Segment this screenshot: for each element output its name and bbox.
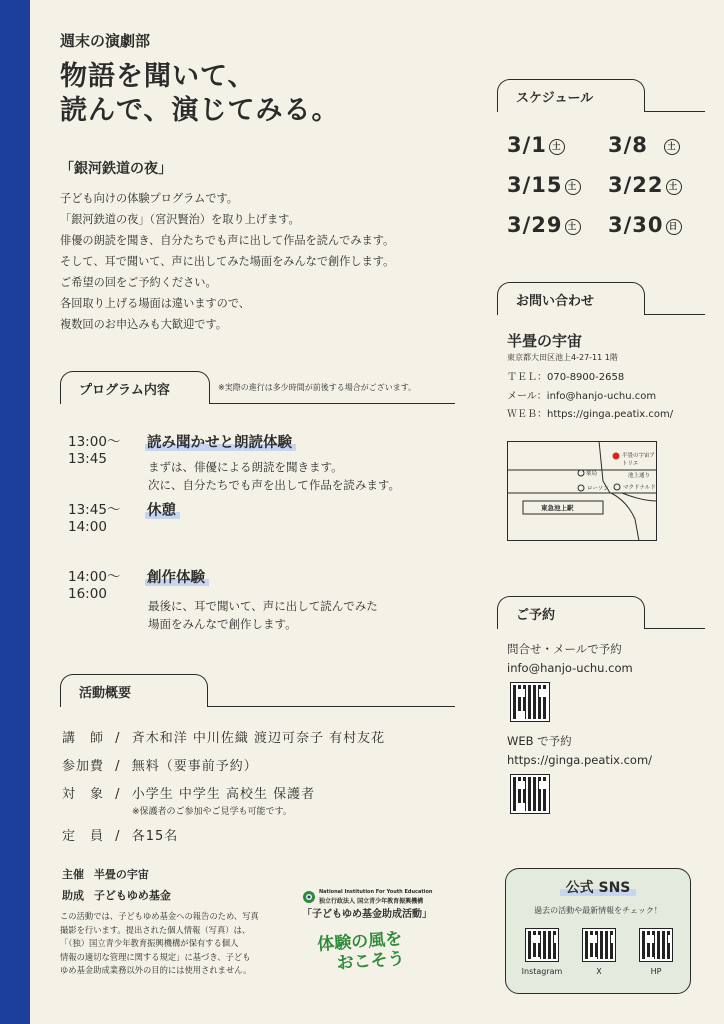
schedule-date — [507, 173, 581, 197]
program-time: 14:00～ 16:00 — [68, 569, 121, 602]
reserve-web-qr — [511, 775, 549, 813]
row-label: 対 象 — [62, 787, 105, 802]
overview-row-capacity — [62, 825, 178, 844]
program-title-text: 休憩 — [145, 503, 180, 519]
row-sep: / — [115, 829, 121, 844]
program-item-title — [145, 431, 296, 452]
intro-line: ご希望の回をご予約ください。 — [60, 276, 217, 289]
reserve-divider — [645, 628, 705, 629]
row-value: 斉木和洋 中川佐織 渡辺可奈子 有村友花 — [131, 731, 386, 746]
program-desc-line: まずは、俳優による朗読を聞きます。 — [148, 460, 343, 474]
date-text: 3/30 — [608, 213, 664, 237]
schedule-date — [507, 213, 581, 237]
left-accent-bar — [0, 0, 30, 1024]
intro-line: 「銀河鉄道の夜」（宮沢賢治）を取り上げます。 — [60, 213, 300, 226]
day-badge: 土 — [565, 219, 581, 235]
reserve-mail-label: 問合せ・メールで予約 — [507, 642, 622, 656]
host-label: 主催 — [62, 868, 84, 881]
row-sep: / — [115, 731, 121, 746]
program-desc — [148, 597, 378, 633]
date-text: 3/15 — [507, 173, 563, 197]
slogan-line: おこそう — [336, 949, 406, 974]
schedule-date — [608, 173, 682, 197]
reserve-tab: ご予約 — [497, 596, 645, 629]
row-label: 定 員 — [62, 829, 105, 844]
reserve-web-block — [507, 732, 652, 770]
date-text: 3/8 — [608, 133, 648, 157]
row-value: 各15名 — [131, 829, 179, 844]
x-label: X — [596, 967, 602, 976]
headline-line-2: 読んで、演じてみる。 — [60, 95, 340, 126]
contact-tel: ＴＥＬ：070-8900-2658 — [507, 372, 625, 383]
row-label: 講 師 — [62, 731, 105, 746]
map-street-label: 池上通り — [628, 473, 651, 479]
disclaimer-line: この活動では、子どもゆめ基金への報告のため、写真 — [60, 911, 259, 921]
program-divider — [210, 403, 455, 404]
date-text: 3/1 — [507, 133, 547, 157]
program-item-title — [145, 499, 180, 520]
schedule-date — [507, 133, 565, 157]
overview-tab: 活動概要 — [60, 674, 208, 707]
intro-line: 俳優の朗読を聞き、自分たちでも声に出して作品を読んでみます。 — [60, 234, 395, 247]
sns-title: 公式 SNS — [560, 880, 637, 896]
program-item-title — [145, 566, 209, 587]
slogan-line: 体験の風を — [316, 929, 403, 955]
schedule-date — [608, 213, 682, 237]
sns-title-wrap — [506, 877, 690, 897]
map-atelier-label: 半畳の宇宙アトリエ — [622, 453, 656, 467]
day-badge: 土 — [664, 139, 680, 155]
program-time: 13:00～ 13:45 — [68, 434, 121, 467]
disclaimer-line: ゆめ基金助成業務以外の目的には使用されません。 — [60, 965, 252, 975]
intro-line: 子ども向けの体験プログラムです。 — [60, 192, 238, 205]
intro-text — [60, 188, 394, 335]
program-desc-line: 次に、自分たちでも声を出して作品を読みます。 — [148, 478, 400, 492]
date-text: 3/29 — [507, 213, 563, 237]
sns-subtitle: 過去の活動や最新情報をチェック！ — [534, 906, 662, 915]
slogan — [317, 929, 406, 975]
schedule-date — [608, 133, 680, 157]
map-pharmacy-label: 薬局 — [586, 471, 598, 477]
program-note: ※実際の進行は多少時間が前後する場合がございます。 — [218, 383, 417, 392]
program-desc — [148, 458, 400, 494]
instagram-qr[interactable] — [526, 929, 558, 961]
logo-fund: 「子どもゆめ基金助成活動」 — [302, 909, 432, 920]
headline-line-1: 物語を聞いて、 — [60, 61, 256, 92]
program-desc-line: 最後に、耳で聞いて、声に出して読んでみた — [148, 599, 378, 613]
program-title-text: 創作体験 — [145, 570, 209, 586]
schedule-tab: スケジュール — [497, 79, 645, 112]
reserve-mail-block — [507, 640, 633, 678]
host-value: 半畳の宇宙 — [93, 868, 149, 881]
map-mcd-label: マクドナルド — [623, 485, 656, 491]
intro-line: 複数回のお申込みも大歓迎です。 — [60, 318, 227, 331]
support-label: 助成 — [62, 889, 84, 902]
disclaimer-line: 撮影を行います。提出された個人情報（写真）は、 — [60, 924, 251, 935]
host-line — [62, 866, 149, 882]
schedule-divider — [645, 111, 705, 112]
date-text: 3/22 — [608, 173, 664, 197]
program-desc-line: 場面をみんなで創作します。 — [148, 617, 297, 631]
contact-tab: お問い合わせ — [497, 282, 645, 315]
overview-divider — [208, 706, 455, 707]
sns-box — [505, 868, 691, 994]
day-badge: 土 — [549, 139, 565, 155]
day-badge: 土 — [565, 179, 581, 195]
overview-row-target — [62, 783, 315, 802]
fund-logo — [302, 888, 452, 921]
disclaimer-line: 情報の適切な管理に関する規定」に基づき、子ども — [60, 951, 251, 962]
support-value: 子どもゆめ基金 — [93, 889, 171, 902]
overview-row-instructors — [62, 727, 385, 746]
institution-logo-icon — [302, 890, 316, 904]
reserve-mail[interactable]: info@hanjo-uchu.com — [507, 661, 633, 675]
support-line — [62, 887, 171, 903]
x-qr[interactable] — [583, 929, 615, 961]
contact-divider — [645, 314, 705, 315]
day-badge: 土 — [666, 179, 682, 195]
overview-row-fee — [62, 755, 258, 774]
hp-label: HP — [650, 967, 662, 976]
program-time: 13:45～ 14:00 — [68, 502, 121, 535]
map-lawson-label: ローソン — [587, 486, 609, 492]
map-station-label: 東急池上駅 — [541, 504, 574, 512]
target-note: ※保護者のご参加やご見学も可能です。 — [132, 807, 292, 817]
hp-qr[interactable] — [640, 929, 672, 961]
access-map — [507, 441, 657, 541]
row-value: 無料（要事前予約） — [131, 759, 258, 774]
intro-line: そして、耳で聞いて、声に出してみた場面をみんなで創作します。 — [60, 255, 395, 268]
program-tab: プログラム内容 — [60, 371, 210, 404]
reserve-web-link[interactable]: https://ginga.peatix.com/ — [507, 753, 653, 767]
atelier-marker — [613, 453, 620, 460]
contact-details — [507, 369, 673, 425]
reserve-mail-qr — [511, 683, 549, 721]
disclaimer-line: 「（独）国立青少年教育振興機構が保有する個人 — [60, 938, 239, 948]
row-label: 参加費 — [62, 759, 105, 774]
contact-address: 東京都大田区池上4-27-11 1階 — [507, 353, 618, 362]
headline — [60, 60, 339, 128]
row-sep: / — [115, 759, 121, 774]
contact-web: ＷＥＢ：https://ginga.peatix.com/ — [507, 409, 674, 420]
logo-en: National Institution For Youth Education — [319, 889, 433, 895]
day-badge: 日 — [666, 219, 682, 235]
reserve-web-label: WEB で予約 — [507, 734, 572, 748]
contact-org: 半畳の宇宙 — [507, 332, 583, 350]
row-value: 小学生 中学生 高校生 保護者 — [131, 787, 316, 802]
work-title: 「銀河鉄道の夜」 — [60, 161, 172, 177]
program-title-text: 読み聞かせと朗読体験 — [145, 435, 296, 451]
instagram-label: Instagram — [521, 967, 563, 976]
disclaimer — [60, 910, 259, 978]
eyebrow: 週末の演劇部 — [60, 32, 151, 50]
row-sep: / — [115, 787, 121, 802]
contact-mail: メール：info@hanjo-uchu.com — [507, 390, 657, 402]
logo-jp: 独立行政法人 国立青少年教育振興機構 — [319, 898, 424, 905]
intro-line: 各回取り上げる場面は違いますので、 — [60, 297, 250, 310]
